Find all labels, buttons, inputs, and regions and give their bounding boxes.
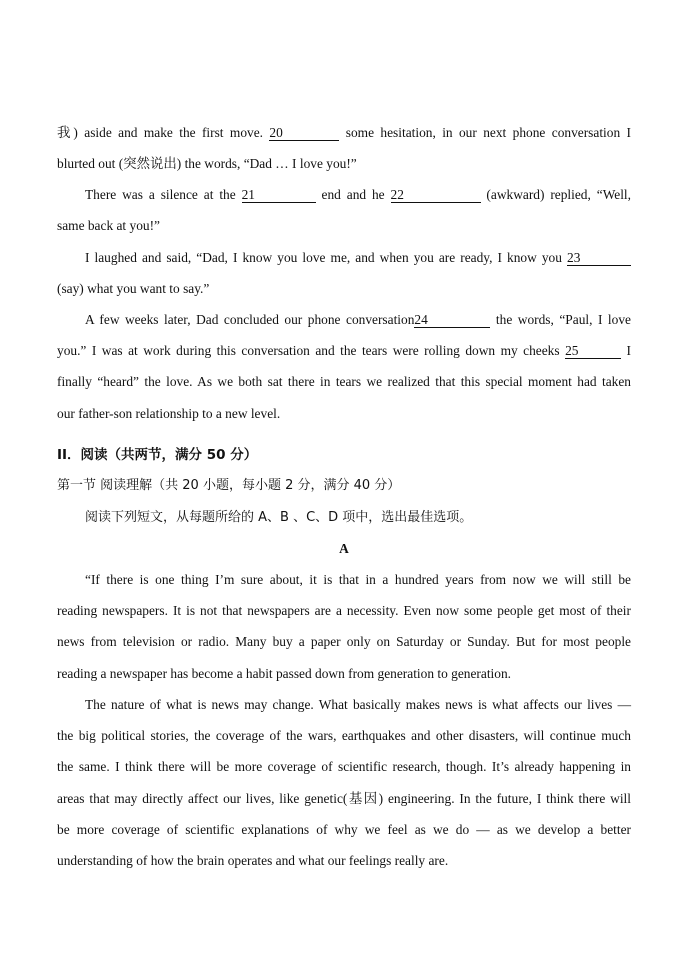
passage-line: the same. I think there will be more coverage of scientific research, though. It’s already happening in <box>57 759 631 774</box>
cloze-text: I <box>621 343 631 358</box>
blank-23: 23 <box>567 250 631 266</box>
blank-21: 21 <box>242 187 316 203</box>
instruction-text: 阅读下列短文，从每题所给的 A、B 、C、D 项中，选出最佳选项。 <box>85 510 473 525</box>
blank-25: 25 <box>565 343 621 359</box>
passage-label: A <box>339 541 349 556</box>
cloze-text: some hesitation, in our next phone conversation I <box>339 125 631 140</box>
cloze-text: (awkward) replied, “Well, <box>480 187 631 202</box>
passage-line: understanding of how the brain operates and what our feelings really are. <box>57 853 449 868</box>
cloze-text: 我) aside and make the first move. <box>57 125 270 140</box>
cloze-line <box>57 342 631 360</box>
blank-20: 20 <box>269 125 339 141</box>
cloze-line <box>85 311 631 329</box>
passage-line: “If there is one thing I’m sure about, it is that in a hundred years from now we will still be <box>85 572 631 587</box>
cloze-line: our father-son relationship to a new level. <box>57 406 281 421</box>
cloze-line <box>57 124 631 142</box>
cloze-text: the words, “Paul, I love <box>490 312 631 327</box>
part-heading: 第一节 阅读理解（共 20 小题，每小题 2 分，满分 40 分） <box>57 478 401 493</box>
cloze-text: There was a silence at the <box>85 187 242 202</box>
section-heading: II．阅读（共两节，满分 50 分） <box>57 447 258 463</box>
passage-line: news from television or radio. Many buy a paper only on Saturday or Sunday. But for most people <box>57 634 631 649</box>
blank-22: 22 <box>391 187 481 203</box>
cloze-text: you.” I was at work during this conversation and the tears were rolling down my cheeks <box>57 343 566 358</box>
cloze-text: end and he <box>315 187 391 202</box>
cloze-line: (say) what you want to say.” <box>57 281 210 296</box>
passage-line: The nature of what is news may change. What basically makes news is what affects our lives — <box>85 697 631 712</box>
passage-line: areas that may directly affect our lives, like genetic(基因) engineering. In the future, I think there will <box>57 791 631 806</box>
cloze-text: I laughed and said, “Dad, I know you love me, and when you are ready, I know you <box>85 250 567 265</box>
cloze-line <box>85 249 631 267</box>
blank-24: 24 <box>414 312 490 328</box>
cloze-line: finally “heard” the love. As we both sat there in tears we realized that this special moment had taken <box>57 374 631 389</box>
cloze-line: blurted out (突然说出) the words, “Dad … I love you!” <box>57 156 357 171</box>
passage-line: reading a newspaper has become a habit passed down from generation to generation. <box>57 666 511 681</box>
passage-line: the big political stories, the coverage of the wars, earthquakes and other disasters, will continue much <box>57 728 631 743</box>
passage-line: be more coverage of scientific explanations of why we feel as we do — as we develop a better <box>57 822 631 837</box>
cloze-line <box>85 186 631 204</box>
cloze-text: A few weeks later, Dad concluded our phone conversation <box>85 312 415 327</box>
cloze-line: same back at you!” <box>57 218 160 233</box>
passage-line: reading newspapers. It is not that newspapers are a necessity. Even now some people get most of their <box>57 603 631 618</box>
